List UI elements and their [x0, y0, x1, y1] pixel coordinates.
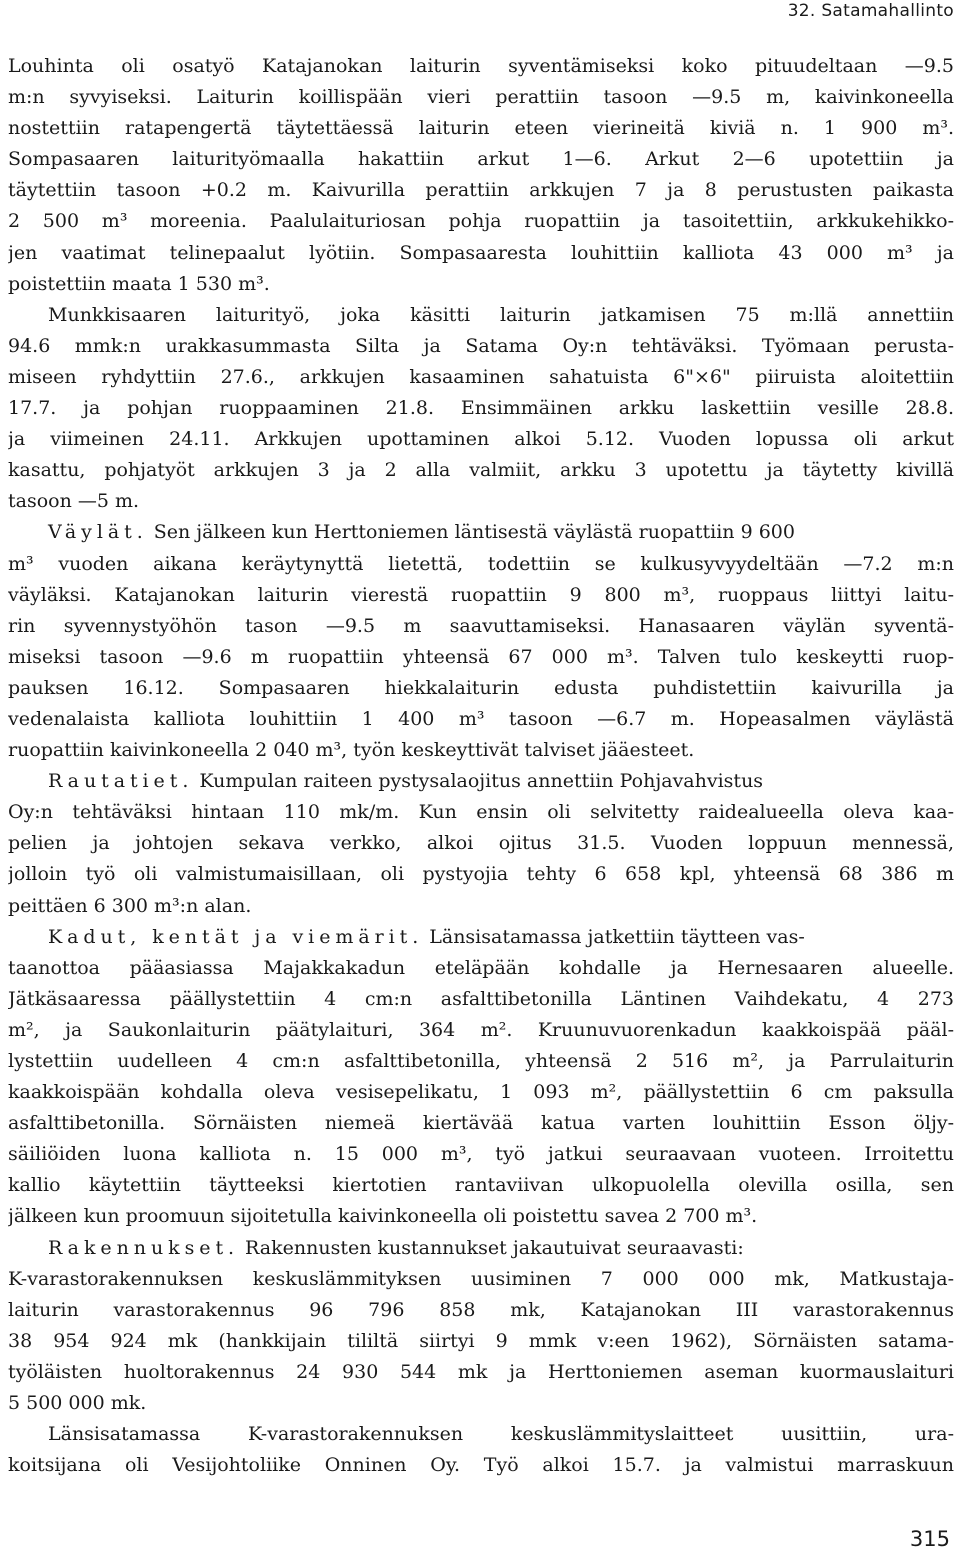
section-heading-rautatiet: Rautatiet.: [48, 770, 194, 793]
text-line-rest: Kumpulan raiteen pystysalaojitus annettiin Pohjavahvistus: [193, 770, 764, 793]
text-line: poistettiin maata 1 530 m³.: [8, 272, 270, 295]
text-line-rest: Länsisatamassa jatkettiin täytteen vas-: [423, 925, 805, 948]
text-line: lystettiin uudelleen 4 cm:n asfalttibetonilla, yhteensä 2 516 m², ja Parrulaiturin: [8, 1050, 954, 1072]
text-line: Munkkisaaren laiturityö, joka käsitti laiturin jatkamisen 75 m:llä annettiin: [48, 303, 954, 326]
text-line: 2 500 m³ moreenia. Paalulaituriosan pohja ruopattiin ja tasoitettiin, arkkukehikko-: [8, 210, 954, 233]
text-line: jolloin työ oli valmistumaisillaan, oli pystyojia tehty 6 658 kpl, yhteensä 68 386 m: [8, 863, 954, 886]
text-line: kallio käytettiin täytteeksi kiertotien rantaviivan ulkopuolella olevilla osilla, sen: [8, 1174, 954, 1197]
text-line: Oy:n tehtäväksi hintaan 110 mk/m. Kun ensin oli selvitetty raidealueella oleva kaa-: [8, 801, 954, 824]
text-line: m², ja Saukonlaiturin päätylaituri, 364 m². Kruunuvuorenkadun kaakkoispää pääl-: [8, 1018, 954, 1041]
text-line: Louhinta oli osatyö Katajanokan laiturin syventämiseksi koko pituudeltaan —9.5: [8, 55, 954, 77]
text-line: Sompasaaren laiturityömaalla hakattiin arkut 1—6. Arkut 2—6 upotettiin ja: [8, 148, 954, 171]
text-line: pauksen 16.12. Sompasaaren hiekkalaiturin edusta puhdistettiin kaivurilla ja: [8, 676, 954, 699]
text-line: taanottoa pääasiassa Majakkakadun eteläpään kohdalle ja Hernesaaren alueelle.: [8, 956, 954, 979]
text-line: miseen ryhdyttiin 27.6., arkkujen kasaaminen sahatuista 6"×6" piiruista aloitettiin: [8, 365, 954, 388]
paragraph-rautatiet: [8, 766, 954, 921]
text-line: ruopattiin kaivinkoneella 2 040 m³, työn keskeyttivät talviset jääesteet.: [8, 739, 695, 762]
text-line: ja viimeinen 24.11. Arkkujen upottaminen alkoi 5.12. Vuoden lopussa oli arkut: [8, 428, 954, 451]
text-line: [8, 1233, 954, 1264]
text-line: 17.7. ja pohjan ruoppaaminen 21.8. Ensimmäinen arkku laskettiin vesille 28.8.: [8, 397, 954, 420]
text-line-rest: Sen jälkeen kun Herttoniemen läntisestä väylästä ruopattiin 9 600: [147, 521, 795, 544]
text-line: täytettiin tasoon +0.2 m. Kaivurilla perattiin arkkujen 7 ja 8 perustusten paikasta: [8, 179, 954, 202]
text-line: m:n syvyiseksi. Laiturin koillispään vieri perattiin tasoon —9.5 m, kaivinkoneella: [8, 86, 954, 109]
page-number: 315: [909, 1527, 950, 1551]
paragraph-louhinta: [8, 51, 954, 300]
text-line: väyläksi. Katajanokan laiturin vierestä ruopattiin 9 800 m³, ruoppaus liittyi laitu-: [8, 583, 954, 606]
text-line: pelien ja johtojen sekava verkko, alkoi ojitus 31.5. Vuoden loppuun mennessä,: [8, 832, 954, 855]
text-line: kaakkoispään kohdalla oleva vesisepelikatu, 1 093 m², päällystettiin 6 cm paksulla: [8, 1081, 954, 1104]
running-header: 32. Satamahallinto: [787, 1, 954, 21]
text-line: työläisten huoltorakennus 24 930 544 mk ja Herttoniemen aseman kuormauslaituri: [8, 1360, 954, 1383]
text-line: [8, 922, 954, 953]
text-line: jälkeen kun proomuun sijoitetulla kaivinkoneella oli poistettu savea 2 700 m³.: [8, 1205, 758, 1228]
text-line: jen vaatimat telinepaalut lyötiin. Sompasaaresta louhittiin kalliota 43 000 m³ ja: [8, 241, 954, 264]
text-line: miseksi tasoon —9.6 m ruopattiin yhteensä 67 000 m³. Talven tulo keskeytti ruop-: [8, 645, 954, 668]
text-line: [8, 517, 954, 548]
text-line: säiliöiden luona kalliota n. 15 000 m³, työ jatkui seuraavaan vuoteen. Irroitettu: [8, 1143, 954, 1166]
text-line: koitsijana oli Vesijohtoliike Onninen Oy. Työ alkoi 15.7. ja valmistui marraskuun: [8, 1454, 954, 1477]
paragraph-kadut: [8, 922, 954, 1233]
body-text: [8, 51, 954, 1481]
text-line: tasoon —5 m.: [8, 490, 140, 513]
section-heading-kadut: Kadut, kentät ja viemärit.: [48, 925, 424, 948]
text-line: 94.6 mmk:n urakkasummasta Silta ja Satama Oy:n tehtäväksi. Työmaan perusta-: [8, 334, 954, 357]
text-line-rest: Rakennusten kustannukset jakautuivat seuraavasti:: [239, 1236, 744, 1259]
paragraph-munkkisaari: [8, 300, 954, 518]
paragraph-rakennukset: [8, 1233, 954, 1420]
text-line: Länsisatamassa K-varastorakennuksen keskuslämmityslaitteet uusittiin, ura-: [48, 1423, 954, 1446]
text-line: nostettiin ratapengertä täytettäessä laiturin eteen vierineitä kiviä n. 1 900 m³.: [8, 117, 954, 140]
text-line: peittäen 6 300 m³:n alan.: [8, 894, 252, 917]
text-line: K-varastorakennuksen keskuslämmityksen uusiminen 7 000 000 mk, Matkustaja-: [8, 1267, 954, 1290]
text-line: m³ vuoden aikana keräytynyttä lietettä, todettiin se kulkusyvyydeltään —7.2 m:n: [8, 552, 954, 575]
text-line: laiturin varastorakennus 96 796 858 mk, Katajanokan III varastorakennus: [8, 1298, 954, 1321]
text-line: kasattu, pohjatyöt arkkujen 3 ja 2 alla valmiit, arkku 3 upotettu ja täytetty kivillä: [8, 459, 954, 482]
text-line: Jätkäsaaressa päällystettiin 4 cm:n asfalttibetonilla Läntinen Vaihdekatu, 4 273: [8, 987, 954, 1010]
text-line: 38 954 924 mk (hankkijain tililtä siirtyi 9 mmk v:een 1962), Sörnäisten satama-: [8, 1329, 954, 1352]
text-line: asfalttibetonilla. Sörnäisten niemeä kiertävää katua varten louhittiin Esson öljy-: [8, 1112, 954, 1135]
text-line: vedenalaista kalliota louhittiin 1 400 m³ tasoon —6.7 m. Hopeasalmen väylästä: [8, 707, 954, 730]
section-heading-rakennukset: Rakennukset.: [48, 1236, 239, 1259]
section-heading-vaylat: Väylät.: [48, 521, 148, 544]
text-line: 5 500 000 mk.: [8, 1392, 147, 1415]
text-line: [8, 766, 954, 797]
text-line: rin syvennystyöhön tason —9.5 m saavuttamiseksi. Hanasaaren väylän syventä-: [8, 614, 954, 637]
paragraph-vaylat: [8, 517, 954, 766]
paragraph-lansisatama: [8, 1419, 954, 1481]
